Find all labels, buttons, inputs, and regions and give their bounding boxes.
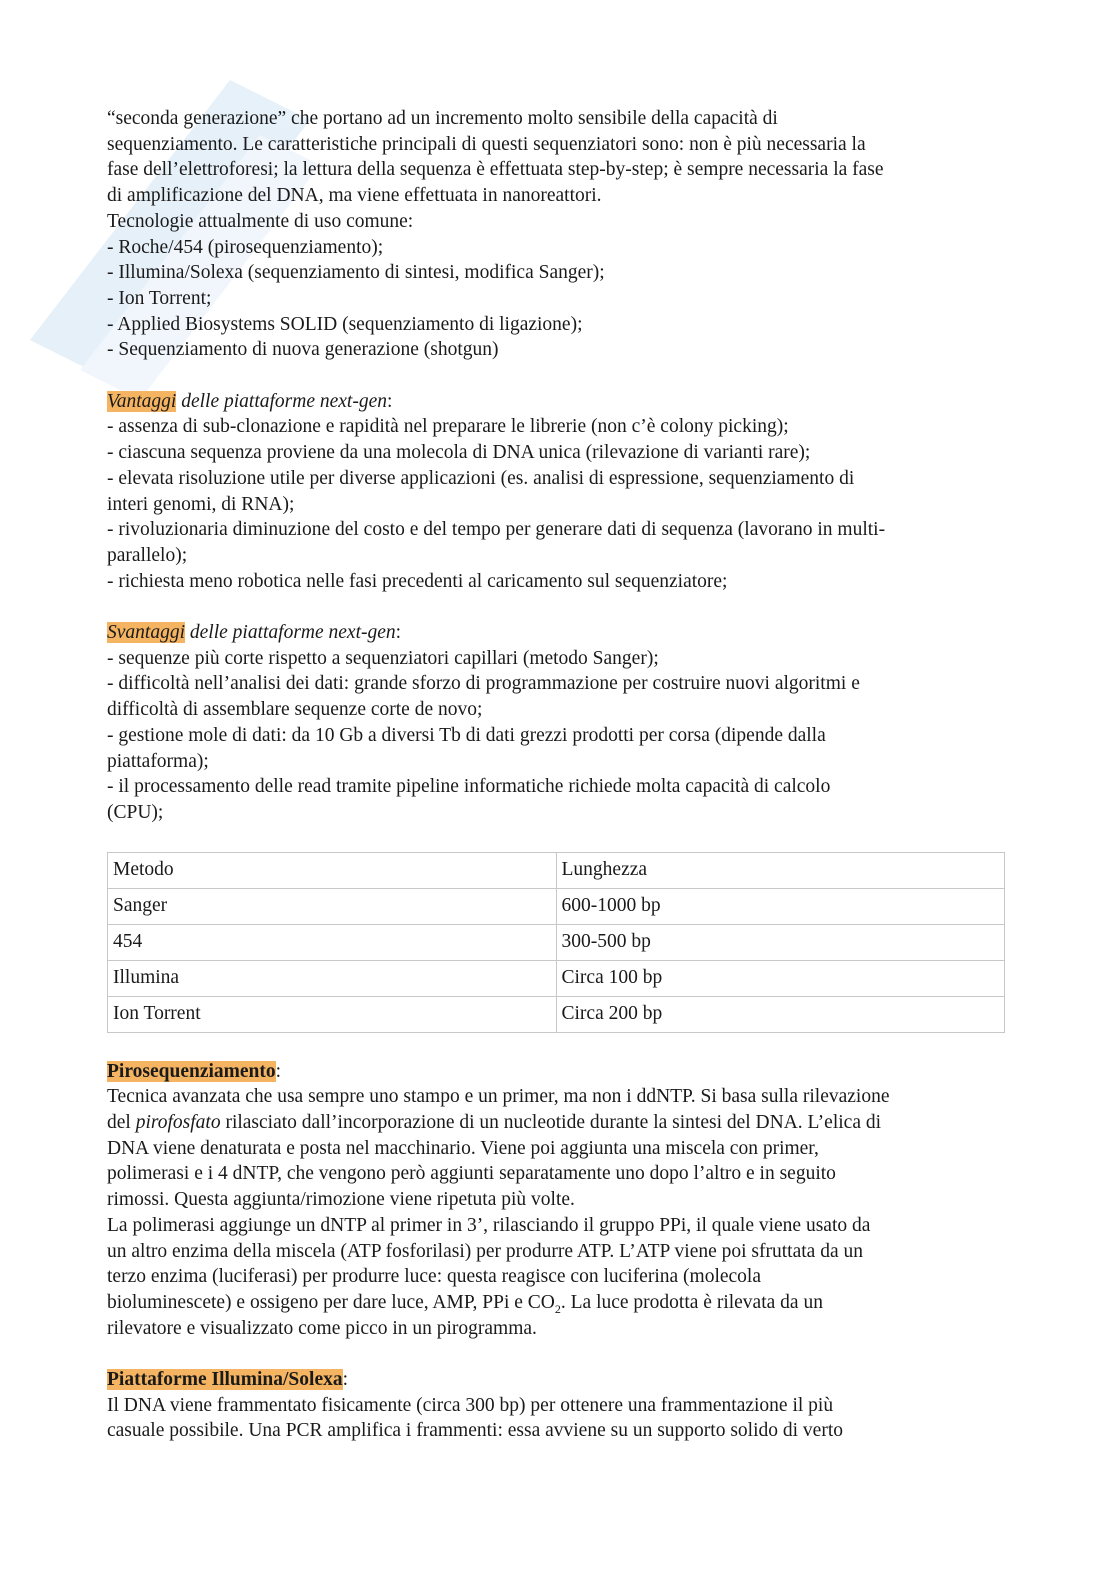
intro-list-item: - Applied Biosystems SOLID (sequenziamento di ligazione); <box>107 313 583 335</box>
illumina-heading <box>107 1367 1007 1393</box>
table-row <box>108 996 1005 1032</box>
piro-line: rilevatore e visualizzato come picco in un pirogramma. <box>107 1317 537 1339</box>
svantaggi-item: difficoltà di assemblare sequenze corte de novo; <box>107 699 483 721</box>
svantaggi-item: - il processamento delle read tramite pipeline informatiche richiede molta capacità di calcolo <box>107 776 831 798</box>
vantaggi-item: - ciascuna sequenza proviene da una molecola di DNA unica (rilevazione di varianti rare); <box>107 442 811 464</box>
table-cell: Sanger <box>108 888 557 924</box>
svantaggi-item: piattaforma); <box>107 750 209 772</box>
co2-subscript: 2 <box>554 1301 561 1316</box>
table-header-row <box>108 852 1005 888</box>
piro-text: bioluminescete) e ossigeno per dare luce, AMP, PPi e CO <box>107 1291 555 1313</box>
vantaggi-item: - richiesta meno robotica nelle fasi precedenti al caricamento sul sequenziatore; <box>107 570 728 592</box>
illumina-line: casuale possibile. Una PCR amplifica i frammenti: essa avviene su un supporto solido di verto <box>107 1420 843 1442</box>
vantaggi-section <box>107 389 1007 595</box>
svantaggi-title-rest: delle piattaforme next-gen <box>185 622 396 644</box>
table-cell: Circa 100 bp <box>556 960 1005 996</box>
piro-section <box>107 1059 1007 1342</box>
vantaggi-item: interi genomi, di RNA); <box>107 493 295 515</box>
table-cell: Circa 200 bp <box>556 996 1005 1032</box>
vantaggi-colon: : <box>387 390 393 412</box>
piro-line: polimerasi e i 4 dNTP, che vengono però aggiunti separatamente uno dopo l’altro e in seguito <box>107 1163 836 1185</box>
illumina-section <box>107 1367 1007 1444</box>
vantaggi-item: - elevata risoluzione utile per diverse applicazioni (es. analisi di espressione, sequenziamento di <box>107 467 855 489</box>
svantaggi-heading <box>107 620 1007 646</box>
piro-heading <box>107 1059 1007 1085</box>
illumina-title: Piattaforme Illumina/Solexa <box>107 1369 343 1391</box>
table-row <box>108 960 1005 996</box>
table-header-cell: Metodo <box>108 852 557 888</box>
piro-line: terzo enzima (luciferasi) per produrre luce: questa reagisce con luciferina (molecola <box>107 1266 761 1288</box>
piro-line <box>107 1110 1007 1136</box>
svantaggi-item: - gestione mole di dati: da 10 Gb a diversi Tb di dati grezzi prodotti per corsa (dipende dalla <box>107 724 826 746</box>
table-row <box>108 924 1005 960</box>
methods-table <box>107 852 1005 1033</box>
svantaggi-item: - sequenze più corte rispetto a sequenziatori capillari (metodo Sanger); <box>107 647 659 669</box>
piro-line <box>107 1290 1007 1316</box>
intro-list-item: - Ion Torrent; <box>107 287 212 309</box>
piro-colon: : <box>275 1060 282 1082</box>
piro-title: Pirosequenziamento <box>107 1060 276 1082</box>
table-cell: 454 <box>108 924 557 960</box>
svantaggi-item: - difficoltà nell’analisi dei dati: grande sforzo di programmazione per costruire nuovi algoritmi e <box>107 673 860 695</box>
piro-line: La polimerasi aggiunge un dNTP al primer in 3’, rilasciando il gruppo PPi, il quale viene usato da <box>107 1214 871 1236</box>
intro-line: Tecnologie attualmente di uso comune: <box>107 210 414 232</box>
svantaggi-section <box>107 620 1007 826</box>
vantaggi-title-rest: delle piattaforme next-gen <box>176 390 387 412</box>
table-cell: Illumina <box>108 960 557 996</box>
illumina-colon: : <box>342 1369 349 1391</box>
table-header-cell: Lunghezza <box>556 852 1005 888</box>
piro-text: rilasciato dall’incorporazione di un nucleotide durante la sintesi del DNA. L’elica di <box>220 1112 882 1134</box>
intro-line: sequenziamento. Le caratteristiche principali di questi sequenziatori sono: non è più necessaria la <box>107 133 866 155</box>
piro-text: del <box>107 1112 136 1134</box>
table-row <box>108 888 1005 924</box>
vantaggi-heading <box>107 389 1007 415</box>
piro-line: Tecnica avanzata che usa sempre uno stampo e un primer, ma non i ddNTP. Si basa sulla rilevazione <box>107 1086 890 1108</box>
intro-line: di amplificazione del DNA, ma viene effettuata in nanoreattori. <box>107 185 602 207</box>
svantaggi-item: (CPU); <box>107 801 164 823</box>
illumina-line: Il DNA viene frammentato fisicamente (circa 300 bp) per ottenere una frammentazione il più <box>107 1394 834 1416</box>
pirofosfato-term: pirofosfato <box>135 1112 221 1134</box>
svantaggi-colon: : <box>395 622 402 644</box>
piro-line: un altro enzima della miscela (ATP fosforilasi) per produrre ATP. L’ATP viene poi sfruttata da un <box>107 1240 863 1262</box>
piro-line: rimossi. Questa aggiunta/rimozione viene ripetuta più volte. <box>107 1189 575 1211</box>
vantaggi-item: - rivoluzionaria diminuzione del costo e del tempo per generare dati di sequenza (lavorano in multi- <box>107 519 886 541</box>
piro-text: . La luce prodotta è rilevata da un <box>560 1291 823 1313</box>
document-page <box>107 106 1007 1444</box>
table-cell: Ion Torrent <box>108 996 557 1032</box>
piro-line: DNA viene denaturata e posta nel macchinario. Viene poi aggiunta una miscela con primer, <box>107 1137 819 1159</box>
table-cell: 300-500 bp <box>556 924 1005 960</box>
table-cell: 600-1000 bp <box>556 888 1005 924</box>
intro-section <box>107 106 1007 363</box>
intro-list-item: - Illumina/Solexa (sequenziamento di sintesi, modifica Sanger); <box>107 262 605 284</box>
intro-list-item: - Sequenziamento di nuova generazione (shotgun) <box>107 339 499 361</box>
intro-line: “seconda generazione” che portano ad un incremento molto sensibile della capacità di <box>107 108 778 129</box>
vantaggi-item: - assenza di sub-clonazione e rapidità nel preparare le librerie (non c’è colony picking); <box>107 416 789 438</box>
svantaggi-highlight: Svantaggi <box>107 622 185 644</box>
intro-list-item: - Roche/454 (pirosequenziamento); <box>107 236 384 258</box>
vantaggi-item: parallelo); <box>107 544 188 566</box>
intro-line: fase dell’elettroforesi; la lettura della sequenza è effettuata step-by-step; è sempre necessaria la fase <box>107 159 884 181</box>
vantaggi-highlight: Vantaggi <box>107 390 177 412</box>
